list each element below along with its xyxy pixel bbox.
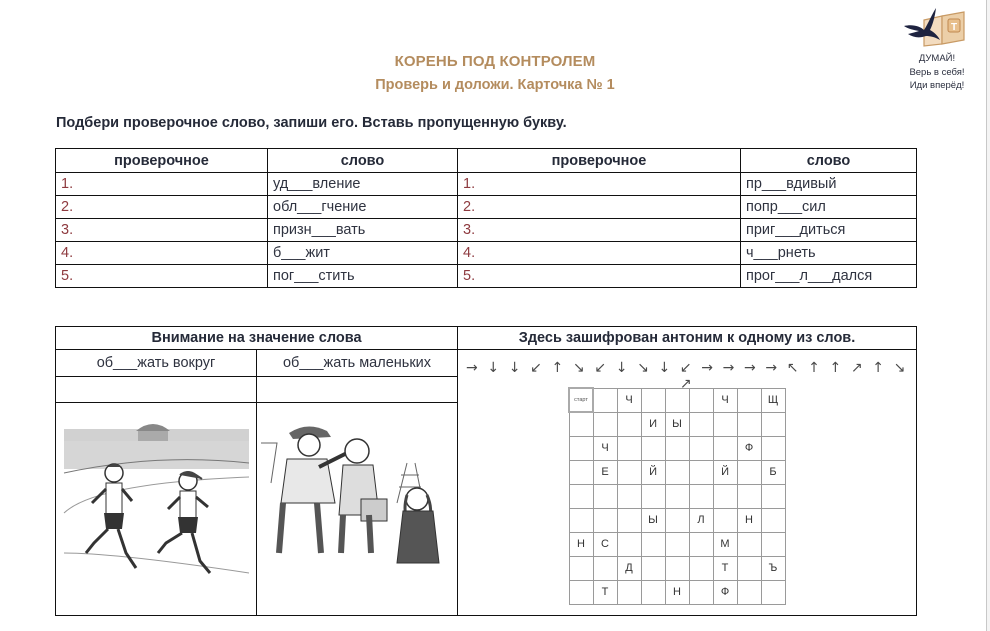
grid-cell[interactable]: Н	[737, 508, 761, 532]
table-row	[56, 242, 917, 265]
grid-cell[interactable]	[665, 460, 689, 484]
grid-cell[interactable]	[593, 556, 617, 580]
grid-cell[interactable]	[641, 556, 665, 580]
grid-cell[interactable]	[737, 556, 761, 580]
grid-cell[interactable]	[761, 484, 785, 508]
word-cell: пр___вдивый	[741, 173, 917, 196]
svg-text:T: T	[950, 22, 958, 33]
grid-cell[interactable]: С	[593, 532, 617, 556]
children-running-stadium-illustration	[56, 403, 257, 616]
grid-cell[interactable]: М	[713, 532, 737, 556]
grid-cell[interactable]: Ф	[713, 580, 737, 604]
grid-cell[interactable]	[617, 484, 641, 508]
table-row	[56, 265, 917, 288]
grid-start-cell[interactable]: старт	[569, 388, 593, 412]
grid-cell[interactable]	[617, 508, 641, 532]
grid-cell[interactable]: Н	[569, 532, 593, 556]
cipher-area	[458, 350, 917, 616]
grid-cell[interactable]: Л	[689, 508, 713, 532]
grid-cell[interactable]	[689, 412, 713, 436]
answer-cell[interactable]: 3.	[458, 219, 741, 242]
answer-cell[interactable]	[56, 377, 257, 403]
grid-cell[interactable]	[569, 508, 593, 532]
grid-cell[interactable]: Т	[593, 580, 617, 604]
grid-cell[interactable]	[713, 484, 737, 508]
grid-cell[interactable]	[569, 556, 593, 580]
grid-cell[interactable]	[617, 436, 641, 460]
grid-cell[interactable]	[689, 556, 713, 580]
grid-cell[interactable]	[737, 532, 761, 556]
grid-cell[interactable]: Н	[665, 580, 689, 604]
answer-cell[interactable]: 4.	[56, 242, 268, 265]
grid-cell[interactable]: Ч	[593, 436, 617, 460]
grid-cell[interactable]: Е	[593, 460, 617, 484]
word-cell: прог___л___дался	[741, 265, 917, 288]
word-cell: приг___диться	[741, 219, 917, 242]
grid-cell[interactable]	[713, 508, 737, 532]
grid-cell[interactable]	[617, 532, 641, 556]
column-header: проверочное	[458, 149, 741, 173]
grid-cell[interactable]	[761, 436, 785, 460]
grid-cell[interactable]	[737, 412, 761, 436]
answer-cell[interactable]: 5.	[56, 265, 268, 288]
grid-cell[interactable]: Ч	[713, 388, 737, 412]
column-header: слово	[741, 149, 917, 173]
column-header: слово	[268, 149, 458, 173]
word-cell: ч___рнеть	[741, 242, 917, 265]
page-subtitle: Проверь и доложи. Карточка № 1	[375, 77, 615, 93]
grid-cell[interactable]	[665, 532, 689, 556]
grid-cell[interactable]	[761, 508, 785, 532]
grid-cell[interactable]	[665, 508, 689, 532]
grid-cell[interactable]	[617, 460, 641, 484]
meaning-word: об___жать маленьких	[257, 350, 458, 377]
grid-cell[interactable]	[641, 532, 665, 556]
answer-cell[interactable]: 3.	[56, 219, 268, 242]
grid-cell[interactable]	[689, 532, 713, 556]
grid-row	[569, 508, 785, 532]
logo-line: ДУМАЙ!	[918, 53, 956, 64]
grid-cell[interactable]	[713, 412, 737, 436]
grid-cell[interactable]	[569, 484, 593, 508]
grid-row	[569, 388, 785, 412]
grid-cell[interactable]	[593, 508, 617, 532]
grid-cell[interactable]	[665, 436, 689, 460]
grid-cell[interactable]	[689, 484, 713, 508]
answer-cell[interactable]: 4.	[458, 242, 741, 265]
logo-line: Иди вперёд!	[909, 80, 965, 91]
grid-row	[569, 412, 785, 436]
letter-grid	[568, 387, 786, 605]
grid-cell[interactable]	[761, 412, 785, 436]
grid-cell[interactable]	[569, 436, 593, 460]
swallow-book-icon	[902, 6, 972, 48]
answer-cell[interactable]: 2.	[458, 196, 741, 219]
grid-cell[interactable]	[569, 460, 593, 484]
meaning-section-title: Внимание на значение слова	[56, 327, 458, 350]
table-row	[56, 196, 917, 219]
grid-cell[interactable]: Д	[617, 556, 641, 580]
grid-cell[interactable]	[665, 388, 689, 412]
table-header-row	[56, 149, 917, 173]
grid-cell[interactable]	[569, 412, 593, 436]
instruction-text: Подбери проверочное слово, запиши его. Вставь пропущенную букву.	[56, 115, 567, 131]
grid-cell[interactable]	[713, 436, 737, 460]
word-cell: попр___сил	[741, 196, 917, 219]
grid-cell[interactable]	[593, 388, 617, 412]
answer-cell[interactable]: 1.	[56, 173, 268, 196]
grid-cell[interactable]: Б	[761, 460, 785, 484]
word-cell: пог___стить	[268, 265, 458, 288]
answer-cell[interactable]: 2.	[56, 196, 268, 219]
grid-cell[interactable]	[593, 484, 617, 508]
grid-cell[interactable]	[641, 580, 665, 604]
grid-cell[interactable]	[737, 484, 761, 508]
grid-cell[interactable]	[737, 388, 761, 412]
grid-cell[interactable]	[737, 580, 761, 604]
grid-cell[interactable]	[689, 580, 713, 604]
boy-bullying-kids-illustration	[257, 403, 458, 616]
answer-cell[interactable]	[257, 377, 458, 403]
page-title: КОРЕНЬ ПОД КОНТРОЛЕМ	[394, 53, 596, 70]
grid-cell[interactable]: Ч	[617, 388, 641, 412]
grid-row	[569, 436, 785, 460]
grid-cell[interactable]	[641, 388, 665, 412]
grid-row	[569, 556, 785, 580]
grid-row	[569, 484, 785, 508]
grid-cell[interactable]	[737, 460, 761, 484]
grid-cell[interactable]	[665, 556, 689, 580]
grid-cell[interactable]: Й	[641, 460, 665, 484]
table-row	[56, 173, 917, 196]
grid-cell[interactable]: Ы	[665, 412, 689, 436]
grid-cell[interactable]	[617, 580, 641, 604]
word-cell: б___жит	[268, 242, 458, 265]
grid-cell[interactable]	[689, 388, 713, 412]
word-cell: призн___вать	[268, 219, 458, 242]
grid-cell[interactable]	[641, 484, 665, 508]
grid-cell[interactable]: Щ	[761, 388, 785, 412]
arrow-sequence: → ↓ ↓ ↙ ↑ ↘ ↙ ↓ ↘ ↓ ↙ → → → → ↖ ↑ ↑ ↗ ↑ ↘ ↗	[466, 360, 908, 392]
table-row	[56, 219, 917, 242]
grid-cell[interactable]	[761, 580, 785, 604]
grid-row	[569, 460, 785, 484]
grid-cell[interactable]: И	[641, 412, 665, 436]
meaning-word: об___жать вокруг	[56, 350, 257, 377]
logo-line: Верь в себя!	[909, 66, 965, 78]
word-cell: уд___вление	[268, 173, 458, 196]
grid-cell[interactable]	[641, 436, 665, 460]
grid-cell[interactable]	[689, 436, 713, 460]
grid-cell[interactable]	[761, 532, 785, 556]
grid-cell[interactable]: Й	[713, 460, 737, 484]
cipher-section-title: Здесь зашифрован антоним к одному из слов.	[458, 327, 917, 350]
grid-cell[interactable]: Ф	[737, 436, 761, 460]
grid-cell[interactable]: Ы	[641, 508, 665, 532]
words-table	[55, 148, 917, 288]
grid-row	[569, 532, 785, 556]
column-header: проверочное	[56, 149, 268, 173]
word-cell: обл___гчение	[268, 196, 458, 219]
grid-cell[interactable]	[689, 460, 713, 484]
answer-cell[interactable]: 5.	[458, 265, 741, 288]
scrollbar-edge[interactable]	[986, 0, 990, 631]
answer-cell[interactable]: 1.	[458, 173, 741, 196]
grid-cell[interactable]	[665, 484, 689, 508]
grid-cell[interactable]	[569, 580, 593, 604]
grid-row	[569, 580, 785, 604]
meaning-cipher-table	[55, 326, 917, 616]
grid-cell[interactable]	[593, 412, 617, 436]
grid-cell[interactable]	[617, 412, 641, 436]
grid-cell[interactable]: Ъ	[761, 556, 785, 580]
grid-cell[interactable]: Т	[713, 556, 737, 580]
